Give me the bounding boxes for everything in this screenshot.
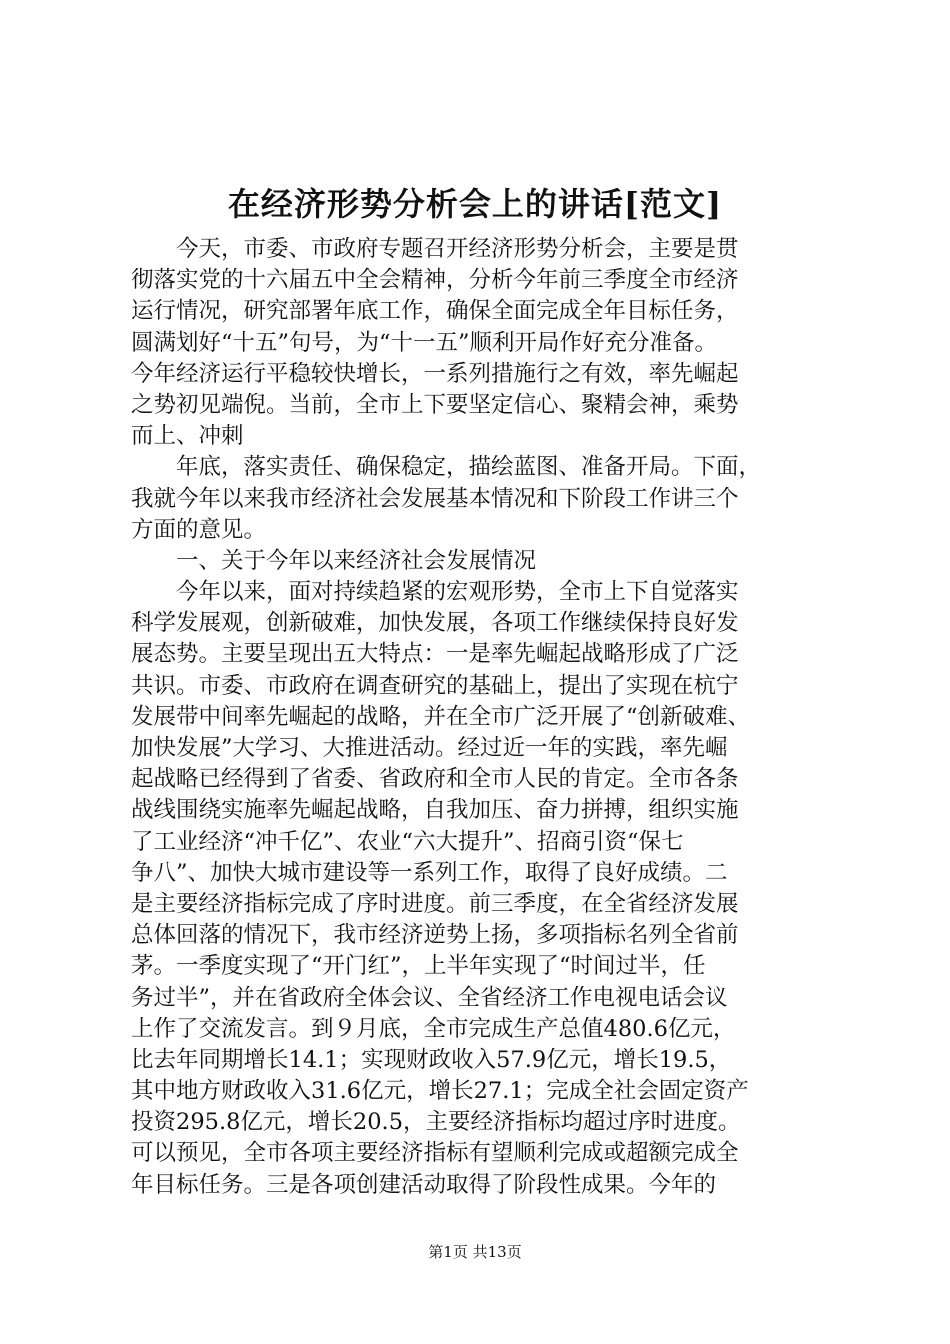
body-line: 运行情况，研究部署年底工作，确保全面完成全年目标任务， bbox=[131, 298, 739, 325]
body-line: 起战略已经得到了省委、省政府和全市人民的肯定。全市各条 bbox=[131, 766, 739, 793]
body-line: 可以预见，全市各项主要经济指标有望顺利完成或超额完成全 bbox=[131, 1140, 739, 1167]
body-line: 圆满划好“十五”句号，为“十一五”顺利开局作好充分准备。 bbox=[131, 329, 718, 356]
body-line: 务过半”，并在省政府全体会议、全省经济工作电视电话会议 bbox=[131, 984, 728, 1011]
body-line: 科学发展观，创新破难，加快发展，各项工作继续保持良好发 bbox=[131, 610, 739, 637]
body-line: 展态势。主要呈现出五大特点：一是率先崛起战略形成了广泛 bbox=[131, 641, 739, 668]
body-line: 了工业经济“冲千亿”、农业“六大提升”、招商引资“保七 bbox=[131, 828, 684, 855]
body-line: 发展带中间率先崛起的战略，并在全市广泛开展了“创新破难、 bbox=[131, 703, 751, 730]
body-line: 今年以来，面对持续趋紧的宏观形势，全市上下自觉落实 bbox=[131, 579, 739, 606]
page-footer: 第1页 共13页 bbox=[428, 1243, 522, 1261]
body-line: 其中地方财政收入31.6亿元，增长27.1；完成全社会固定资产 bbox=[131, 1078, 749, 1105]
body-line: 我就今年以来我市经济社会发展基本情况和下阶段工作讲三个 bbox=[131, 485, 739, 512]
body-line: 投资295.8亿元，增长20.5，主要经济指标均超过序时进度。 bbox=[131, 1109, 741, 1136]
body-line: 战线围绕实施率先崛起战略，自我加压、奋力拼搏，组织实施 bbox=[131, 797, 739, 824]
body-line: 彻落实党的十六届五中全会精神，分析今年前三季度全市经济 bbox=[131, 267, 739, 294]
body-line: 茅。一季度实现了“开门红”，上半年实现了“时间过半，任 bbox=[131, 953, 706, 980]
body-line: 方面的意见。 bbox=[131, 516, 267, 543]
body-line: 上作了交流发言。到９月底，全市完成生产总值480.6亿元， bbox=[131, 1015, 736, 1042]
body-line: 年目标任务。三是各项创建活动取得了阶段性成果。今年的 bbox=[131, 1171, 717, 1198]
body-line: 而上、冲刺 bbox=[131, 423, 244, 450]
body-line: 今年经济运行平稳较快增长，一系列措施行之有效，率先崛起 bbox=[131, 360, 739, 387]
body-line: 是主要经济指标完成了序时进度。前三季度，在全省经济发展 bbox=[131, 890, 739, 917]
body-line: 一、关于今年以来经济社会发展情况 bbox=[131, 547, 537, 574]
body-line: 比去年同期增长14.1；实现财政收入57.9亿元，增长19.5， bbox=[131, 1046, 732, 1073]
body-line: 共识。市委、市政府在调查研究的基础上，提出了实现在杭宁 bbox=[131, 672, 739, 699]
body-line: 今天，市委、市政府专题召开经济形势分析会，主要是贯 bbox=[131, 236, 739, 262]
document-body bbox=[131, 234, 831, 1201]
body-line: 争八”、加快大城市建设等一系列工作，取得了良好成绩。二 bbox=[131, 859, 728, 886]
document-title: 在经济形势分析会上的讲话[范文] bbox=[227, 185, 723, 223]
body-line: 之势初见端倪。当前，全市上下要坚定信心、聚精会神，乘势 bbox=[131, 391, 739, 418]
body-line: 年底，落实责任、确保稳定，描绘蓝图、准备开局。下面， bbox=[131, 454, 762, 481]
body-line: 总体回落的情况下，我市经济逆势上扬，多项指标名列全省前 bbox=[131, 922, 739, 949]
body-line: 加快发展”大学习、大推进活动。经过近一年的实践，率先崛 bbox=[131, 735, 728, 761]
